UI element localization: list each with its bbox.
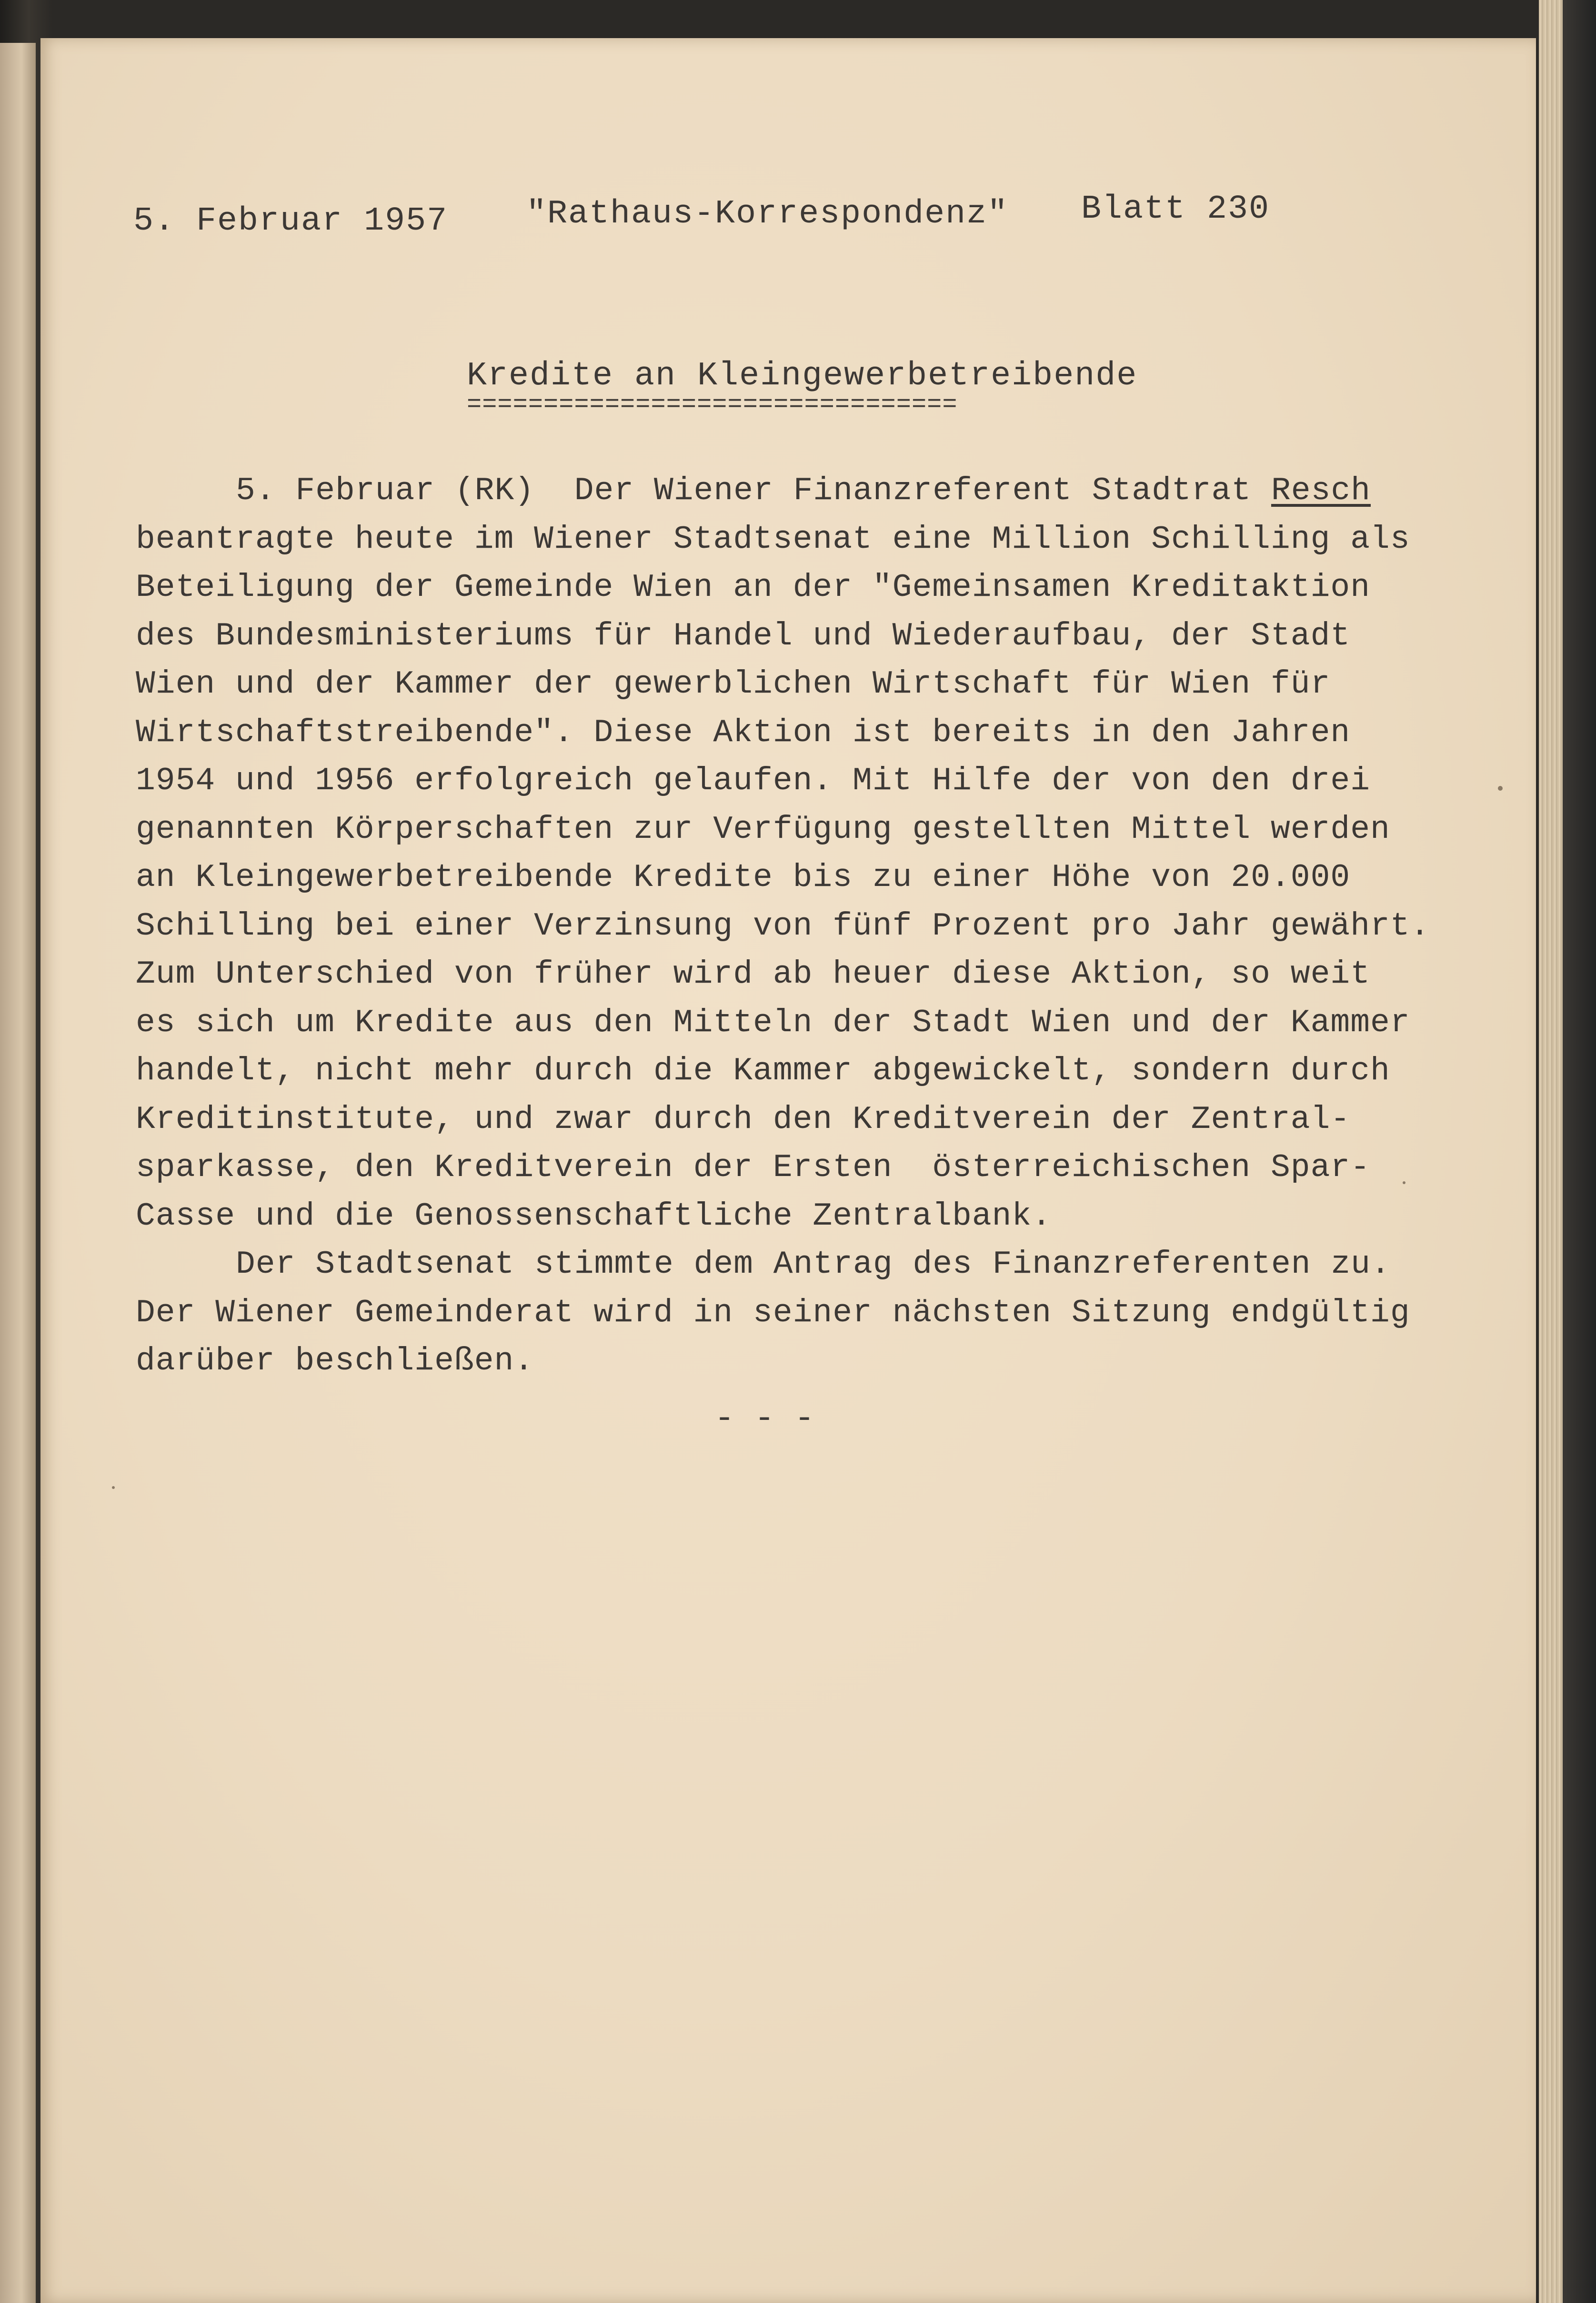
- body-line: Schilling bei einer Verzinsung von fünf Prozent pro Jahr gewährt.: [136, 907, 1430, 945]
- body-line: Beteiligung der Gemeinde Wien an der "Gemeinsamen Kreditaktion: [136, 569, 1371, 606]
- body-line: beantragte heute im Wiener Stadtsenat eine Million Schilling als: [136, 521, 1410, 558]
- underlined-name: Resch: [1271, 473, 1371, 509]
- body-line: Zum Unterschied von früher wird ab heuer diese Aktion, so weit: [136, 956, 1371, 993]
- header-source: "Rathaus-Korrespondenz": [526, 195, 1009, 233]
- header-date: 5. Februar 1957: [133, 202, 448, 240]
- body-line: 1954 und 1956 erfolgreich gelaufen. Mit Hilfe der von den drei: [136, 763, 1371, 799]
- article-title: Kredite an Kleingewerbetreibende: [467, 357, 1138, 395]
- body-line: [136, 467, 1488, 515]
- body-line: Wirtschaftstreibende". Diese Aktion ist bereits in den Jahren: [136, 714, 1351, 751]
- article-body: [136, 467, 1488, 1386]
- binding-shadow: [1563, 0, 1596, 2303]
- paper-speck: [112, 1486, 115, 1489]
- body-line: des Bundesministeriums für Handel und Wiederaufbau, der Stadt: [136, 617, 1351, 654]
- paper-speck: [1403, 1181, 1405, 1184]
- body-line: an Kleingewerbetreibende Kredite bis zu einer Höhe von 20.000: [136, 859, 1351, 896]
- body-line: handelt, nicht mehr durch die Kammer abgewickelt, sondern durch: [136, 1053, 1390, 1089]
- body-line: Casse und die Genossenschaftliche Zentralbank.: [136, 1197, 1052, 1235]
- body-line: Kreditinstitute, und zwar durch den Kreditverein der Zentral-: [136, 1101, 1351, 1138]
- body-line-text: 5. Februar (RK) Der Wiener Finanzreferent Stadtrat: [236, 473, 1271, 509]
- paper-speck: [1498, 786, 1503, 791]
- end-mark: - - -: [714, 1400, 815, 1438]
- body-line: Wien und der Kammer der gewerblichen Wirtschaft für Wien für: [136, 666, 1331, 703]
- body-line: es sich um Kredite aus den Mitteln der Stadt Wien und der Kammer: [136, 1004, 1410, 1041]
- body-line: Der Wiener Gemeinderat wird in seiner nächsten Sitzung endgültig: [136, 1294, 1410, 1331]
- title-double-rule: ================================: [467, 391, 958, 419]
- body-line: genannten Körperschaften zur Verfügung gestellten Mittel werden: [136, 811, 1390, 848]
- left-page-edge: [0, 43, 36, 2303]
- header-sheet-number: Blatt 230: [1081, 191, 1270, 228]
- body-line: sparkasse, den Kreditverein der Ersten österreichischen Spar-: [136, 1149, 1371, 1186]
- body-line: darüber beschließen.: [136, 1343, 534, 1379]
- body-line: Der Stadtsenat stimmte dem Antrag des Finanzreferenten zu.: [236, 1246, 1391, 1283]
- document-sheet: [40, 38, 1536, 2303]
